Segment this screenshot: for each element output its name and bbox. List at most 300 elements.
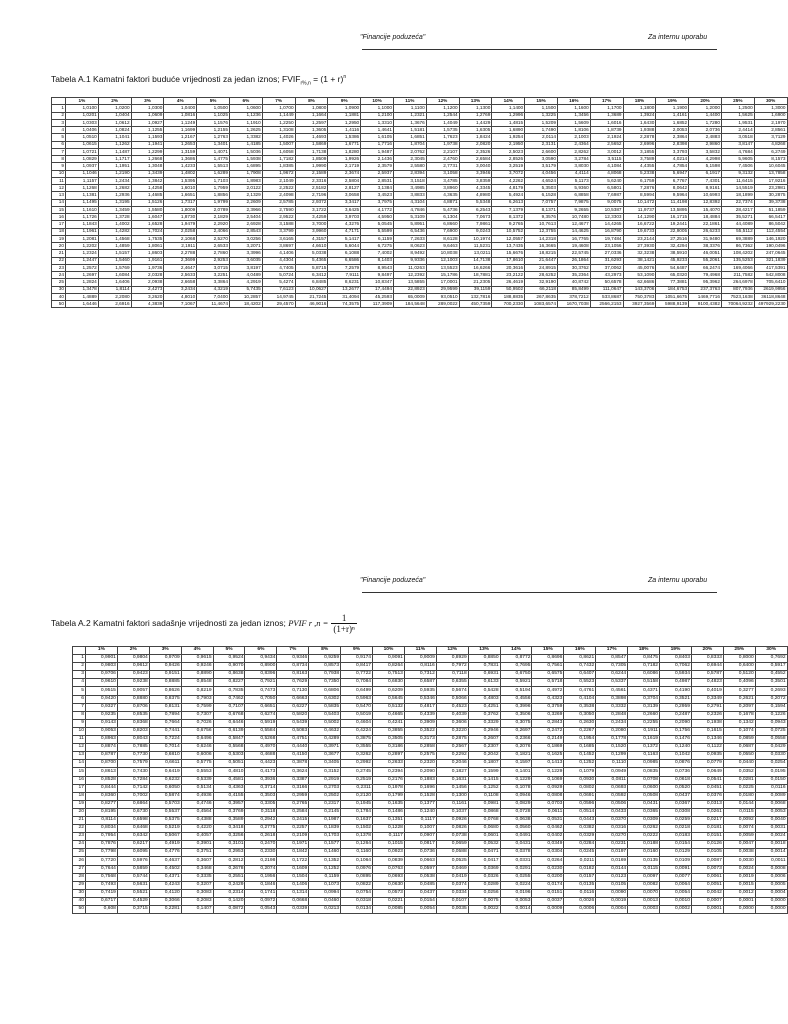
factor-cell: 2,1329 <box>229 192 262 199</box>
factor-cell: 23,2981 <box>754 185 787 192</box>
factor-cell: 0,0859 <box>723 736 755 744</box>
factor-cell: 0,3521 <box>660 695 692 703</box>
factor-cell: 0,0019 <box>596 897 628 905</box>
factor-cell: 0,0318 <box>341 897 373 905</box>
factor-cell: 1,4859 <box>98 243 131 250</box>
factor-cell: 55,2061 <box>689 257 722 264</box>
factor-cell: 0,3589 <box>213 816 245 824</box>
factor-cell: 18,4884 <box>689 214 722 221</box>
factor-cell: 0,5523 <box>564 679 596 687</box>
factor-cell: 0,4761 <box>564 687 596 695</box>
factor-cell: 0,3759 <box>532 703 564 711</box>
factor-cell: 0,0174 <box>532 881 564 889</box>
factor-cell: 2,8531 <box>361 177 394 184</box>
factor-cell: 7,6900 <box>426 228 459 235</box>
period-cell: 18 <box>52 228 66 235</box>
factor-cell: 0,7130 <box>277 687 309 695</box>
factor-cell: 0,0005 <box>755 881 787 889</box>
factor-cell: 3,7589 <box>623 156 656 163</box>
factor-cell: 1,9736 <box>131 264 164 271</box>
factor-cell: 247,0645 <box>754 250 787 257</box>
factor-cell: 0,9235 <box>86 711 118 719</box>
factor-cell: 0,6756 <box>181 727 213 735</box>
factor-cell: 29,4570 <box>262 301 295 308</box>
factor-cell: 2,2920 <box>197 221 230 228</box>
factor-cell: 1,0404 <box>98 112 131 119</box>
factor-cell: 0,9420 <box>86 695 118 703</box>
factor-cell: 0,8706 <box>117 703 149 711</box>
table-row <box>73 719 788 727</box>
table-row <box>73 695 788 703</box>
factor-cell: 1,7490 <box>525 127 558 134</box>
period-cell: 10 <box>73 727 86 735</box>
factor-cell: 0,1528 <box>404 792 436 800</box>
factor-cell: 0,0872 <box>213 906 245 914</box>
factor-cell: 4,2919 <box>229 279 262 286</box>
factor-cell: 66,2474 <box>689 264 722 271</box>
factor-cell: 0,1631 <box>436 776 468 784</box>
factor-cell: 0,6302 <box>309 695 341 703</box>
factor-cell: 0,2307 <box>468 744 500 752</box>
factor-cell: 0,3505 <box>373 736 405 744</box>
factor-cell: 0,4970 <box>245 744 277 752</box>
factor-cell: 1,3689 <box>590 112 623 119</box>
factor-cell: 0,0126 <box>691 841 723 849</box>
factor-cell: 2,7590 <box>262 206 295 213</box>
factor-cell: 21,6447 <box>525 257 558 264</box>
column-header: 30% <box>754 98 787 105</box>
factor-cell: 0,1352 <box>309 857 341 865</box>
factor-cell: 0,0026 <box>564 897 596 905</box>
factor-cell: 0,3957 <box>213 800 245 808</box>
factor-cell: 0,1351 <box>373 816 405 824</box>
factor-cell: 0,6806 <box>309 687 341 695</box>
factor-cell: 0,7312 <box>404 671 436 679</box>
factor-cell: 0,5019 <box>341 711 373 719</box>
factor-cell: 0,1807 <box>468 760 500 768</box>
factor-cell: 0,9346 <box>277 655 309 663</box>
factor-cell: 0,7284 <box>117 776 149 784</box>
factor-cell: 0,5403 <box>309 711 341 719</box>
factor-cell: 0,2149 <box>532 736 564 744</box>
factor-cell: 93,0510 <box>426 293 459 300</box>
factor-cell: 0,1625 <box>532 752 564 760</box>
factor-cell: 1,0500 <box>197 105 230 112</box>
factor-cell: 0,7831 <box>468 663 500 671</box>
factor-cell: 1,8983 <box>229 177 262 184</box>
factor-cell: 0,0018 <box>755 841 787 849</box>
factor-cell: 7,2579 <box>328 264 361 271</box>
factor-cell: 0,5134 <box>181 784 213 792</box>
factor-cell: 3,5832 <box>689 148 722 155</box>
factor-cell: 0,8696 <box>532 655 564 663</box>
factor-cell: 0,0588 <box>436 849 468 857</box>
factor-cell: 0,0038 <box>723 849 755 857</box>
factor-cell: 3,1384 <box>361 185 394 192</box>
factor-cell: 0,0000 <box>723 906 755 914</box>
factor-cell: 2,4066 <box>197 228 230 235</box>
factor-cell: 0,5158 <box>628 679 660 687</box>
factor-cell: 2,6996 <box>623 141 656 148</box>
factor-cell: 3,4523 <box>361 192 394 199</box>
factor-cell: 50,6578 <box>590 279 623 286</box>
factor-cell: 0,0030 <box>723 857 755 865</box>
factor-cell: 1,3456 <box>557 112 590 119</box>
factor-cell: 0,8277 <box>86 800 118 808</box>
factor-cell: 0,1869 <box>532 744 564 752</box>
factor-cell: 12,8392 <box>689 199 722 206</box>
factor-cell: 9,8497 <box>361 272 394 279</box>
table-row <box>73 906 788 914</box>
factor-cell: 0,1978 <box>373 784 405 792</box>
factor-cell: 10,6993 <box>689 192 722 199</box>
table-row <box>73 744 788 752</box>
factor-cell: 0,0313 <box>691 800 723 808</box>
factor-cell: 8,0623 <box>393 243 426 250</box>
column-header: 5% <box>197 98 230 105</box>
factor-cell: 1,5181 <box>393 127 426 134</box>
factor-cell: 0,2042 <box>468 752 500 760</box>
period-cell: 21 <box>52 250 66 257</box>
factor-cell: 1,5209 <box>525 119 558 126</box>
factor-cell: 0,6006 <box>181 752 213 760</box>
factor-cell: 5,1173 <box>557 177 590 184</box>
period-cell: 20 <box>52 243 66 250</box>
factor-cell: 46,0051 <box>689 250 722 257</box>
factor-cell: 1,5157 <box>98 250 131 257</box>
factor-cell: 9,6463 <box>426 243 459 250</box>
table-row <box>73 655 788 663</box>
factor-cell: 0,5674 <box>436 687 468 695</box>
factor-cell: 0,0150 <box>755 776 787 784</box>
factor-cell: 0,0943 <box>755 719 787 727</box>
factor-cell: 0,8444 <box>86 784 118 792</box>
factor-cell: 1,0612 <box>98 119 131 126</box>
factor-cell: 0,0218 <box>660 825 692 833</box>
table-row <box>52 156 788 163</box>
period-cell: 11 <box>73 736 86 744</box>
factor-cell: 0,0009 <box>532 906 564 914</box>
factor-cell: 0,8264 <box>373 663 405 671</box>
factor-cell: 533,8687 <box>590 293 623 300</box>
table-row <box>73 792 788 800</box>
factor-cell: 0,9057 <box>117 687 149 695</box>
factor-cell: 2,3699 <box>164 257 197 264</box>
factor-cell: 0,1784 <box>341 808 373 816</box>
factor-cell: 13,5895 <box>656 206 689 213</box>
factor-cell: 0,9151 <box>149 671 181 679</box>
factor-cell: 0,1346 <box>691 736 723 744</box>
factor-cell: 6,2543 <box>459 206 492 213</box>
factor-cell: 6,1759 <box>623 177 656 184</box>
factor-cell: 2,5633 <box>164 272 197 279</box>
factor-cell: 1,1910 <box>229 119 262 126</box>
factor-cell: 1,0201 <box>66 112 99 119</box>
factor-cell: 3927,3569 <box>623 301 656 308</box>
factor-cell: 0,6086 <box>628 671 660 679</box>
factor-cell: 0,5874 <box>149 792 181 800</box>
factor-cell: 0,0531 <box>532 816 564 824</box>
factor-cell: 2,8262 <box>557 148 590 155</box>
period-cell: 28 <box>73 873 86 881</box>
factor-cell: 0,5820 <box>277 711 309 719</box>
factor-cell: 0,2693 <box>755 687 787 695</box>
factor-cell: 13,2677 <box>328 286 361 293</box>
factor-cell: 1,7280 <box>689 119 722 126</box>
factor-cell: 267,8635 <box>525 293 558 300</box>
factor-cell: 0,0151 <box>691 833 723 841</box>
factor-cell: 0,7441 <box>149 727 181 735</box>
factor-cell: 0,0109 <box>660 857 692 865</box>
factor-cell: 0,2703 <box>309 784 341 792</box>
factor-cell: 2,1719 <box>328 163 361 170</box>
table-row <box>73 849 788 857</box>
factor-cell: 16,8790 <box>590 228 623 235</box>
factor-cell: 497929,2230 <box>754 301 787 308</box>
factor-cell: 0,5631 <box>117 881 149 889</box>
factor-cell: 0,0054 <box>404 906 436 914</box>
column-header: 13% <box>459 98 492 105</box>
factor-cell: 0,0006 <box>564 906 596 914</box>
factor-cell: 0,4190 <box>660 687 692 695</box>
factor-cell: 0,3607 <box>181 857 213 865</box>
factor-cell: 0,0808 <box>532 792 564 800</box>
factor-cell: 0,0708 <box>628 776 660 784</box>
factor-cell: 0,3506 <box>500 711 532 719</box>
factor-cell: 66,5417 <box>754 214 787 221</box>
table-row <box>52 301 788 308</box>
column-header: 2% <box>117 647 149 655</box>
factor-cell: 4,7684 <box>721 148 754 155</box>
column-header: 6% <box>245 647 277 655</box>
factor-cell: 0,0284 <box>564 841 596 849</box>
factor-cell: 2,1911 <box>164 243 197 250</box>
factor-cell: 1,9388 <box>623 127 656 134</box>
factor-cell: 0,2120 <box>341 792 373 800</box>
factor-cell: 0,3996 <box>500 703 532 711</box>
factor-cell: 0,5917 <box>755 663 787 671</box>
factor-cell: 0,4637 <box>149 857 181 865</box>
factor-cell: 0,3522 <box>404 727 436 735</box>
factor-cell: 1,1700 <box>590 105 623 112</box>
factor-cell: 0,2366 <box>500 736 532 744</box>
factor-cell: 0,0082 <box>628 881 660 889</box>
factor-cell: 0,4561 <box>596 687 628 695</box>
factor-cell: 0,2145 <box>309 808 341 816</box>
factor-cell: 0,0011 <box>755 857 787 865</box>
factor-cell: 2,3966 <box>229 206 262 213</box>
factor-cell: 0,3050 <box>564 711 596 719</box>
factor-cell: 0,3875 <box>341 736 373 744</box>
period-cell: 4 <box>52 127 66 134</box>
factor-cell: 0,0334 <box>436 889 468 897</box>
factor-cell: 0,6227 <box>277 703 309 711</box>
factor-cell: 30,3762 <box>557 264 590 271</box>
factor-cell: 0,2074 <box>245 865 277 873</box>
factor-cell: 2,1436 <box>361 156 394 163</box>
factor-cell: 24,8915 <box>525 264 558 271</box>
factor-cell: 3,8030 <box>557 163 590 170</box>
factor-cell: 1,8856 <box>197 192 230 199</box>
factor-cell: 12,1003 <box>426 257 459 264</box>
factor-cell: 14,4625 <box>557 228 590 235</box>
factor-cell: 0,0087 <box>691 857 723 865</box>
factor-cell: 0,1042 <box>660 752 692 760</box>
factor-cell: 32,3238 <box>623 250 656 257</box>
factor-cell: 2,5804 <box>328 177 361 184</box>
factor-cell: 4,0489 <box>229 272 262 279</box>
table-row <box>73 897 788 905</box>
period-cell: 29 <box>73 881 86 889</box>
factor-cell: 0,1252 <box>309 865 341 873</box>
period-cell: 11 <box>52 177 66 184</box>
factor-cell: 0,4523 <box>436 703 468 711</box>
period-cell: 50 <box>73 906 86 914</box>
factor-cell: 2,6600 <box>525 148 558 155</box>
factor-cell: 0,3901 <box>181 841 213 849</box>
factor-cell: 0,2429 <box>213 881 245 889</box>
factor-cell: 143,3706 <box>623 286 656 293</box>
factor-cell: 3,1518 <box>393 177 426 184</box>
period-cell: 8 <box>73 711 86 719</box>
factor-cell: 2,4414 <box>721 127 754 134</box>
factor-cell: 0,1159 <box>309 873 341 881</box>
factor-cell: 1,0100 <box>66 105 99 112</box>
factor-cell: 9,9336 <box>393 257 426 264</box>
factor-cell: 0,9803 <box>86 663 118 671</box>
factor-cell: 0,2875 <box>436 736 468 744</box>
factor-cell: 11,9737 <box>623 206 656 213</box>
factor-cell: 0,6232 <box>149 776 181 784</box>
factor-cell: 70064,9232 <box>721 301 754 308</box>
factor-cell: 1,1593 <box>131 134 164 141</box>
period-cell: 27 <box>73 865 86 873</box>
factor-cell: 4,6610 <box>295 243 328 250</box>
table-row <box>73 768 788 776</box>
factor-cell: 5,4365 <box>295 257 328 264</box>
factor-cell: 5,3503 <box>525 185 558 192</box>
factor-cell: 1,7959 <box>197 185 230 192</box>
factor-cell: 0,5083 <box>277 727 309 735</box>
factor-cell: 9100,4382 <box>689 301 722 308</box>
factor-cell: 0,8874 <box>86 744 118 752</box>
factor-cell: 0,4552 <box>755 671 787 679</box>
factor-cell: 0,2660 <box>628 711 660 719</box>
factor-cell: 22,1861 <box>689 221 722 228</box>
factor-cell: 0,0037 <box>532 897 564 905</box>
factor-cell: 0,6611 <box>149 760 181 768</box>
table-row <box>52 279 788 286</box>
factor-cell: 0,7419 <box>86 889 118 897</box>
factor-cell: 1,2155 <box>197 127 230 134</box>
factor-cell: 2,7731 <box>426 163 459 170</box>
table-row <box>52 177 788 184</box>
factor-cell: 190,0496 <box>754 243 787 250</box>
factor-cell: 0,1160 <box>341 849 373 857</box>
factor-cell: 0,1252 <box>564 760 596 768</box>
factor-cell: 0,7876 <box>86 841 118 849</box>
factor-cell: 542,8008 <box>754 272 787 279</box>
factor-cell: 0,4556 <box>500 695 532 703</box>
factor-cell: 2,3526 <box>459 148 492 155</box>
period-cell: 3 <box>73 671 86 679</box>
factor-cell: 188,8835 <box>492 293 525 300</box>
factor-cell: 0,8900 <box>245 663 277 671</box>
factor-cell: 4,0214 <box>656 156 689 163</box>
factor-cell: 0,0331 <box>500 857 532 865</box>
factor-cell: 13,0211 <box>459 250 492 257</box>
factor-cell: 1,2500 <box>721 105 754 112</box>
factor-cell: 1,4071 <box>197 148 230 155</box>
factor-cell: 1,2167 <box>164 134 197 141</box>
factor-cell: 450,7359 <box>459 301 492 308</box>
factor-cell: 1,5036 <box>229 148 262 155</box>
factor-cell: 0,7644 <box>86 865 118 873</box>
factor-cell: 23,2122 <box>492 272 525 279</box>
factor-cell: 1,9487 <box>361 148 394 155</box>
factor-cell: 0,3704 <box>628 695 660 703</box>
factor-cell: 1,4429 <box>459 119 492 126</box>
factor-cell: 1,2950 <box>328 119 361 126</box>
factor-cell: 0,6575 <box>532 671 564 679</box>
factor-cell: 0,8375 <box>149 695 181 703</box>
factor-cell: 0,6598 <box>117 816 149 824</box>
factor-cell: 0,1407 <box>181 906 213 914</box>
factor-cell: 0,0329 <box>564 833 596 841</box>
factor-cell: 0,1839 <box>309 825 341 833</box>
factor-cell: 0,3269 <box>532 711 564 719</box>
factor-cell: 0,0352 <box>723 768 755 776</box>
factor-cell: 0,0378 <box>500 849 532 857</box>
factor-cell: 4,3276 <box>328 221 361 228</box>
factor-cell: 0,0525 <box>436 857 468 865</box>
factor-cell: 0,2198 <box>245 857 277 865</box>
factor-cell: 1,4049 <box>426 119 459 126</box>
factor-cell: 39,3738 <box>754 199 787 206</box>
table-a1-header-row <box>52 98 788 105</box>
factor-cell: 0,2551 <box>213 873 245 881</box>
factor-cell: 0,2487 <box>660 711 692 719</box>
factor-cell: 1,1951 <box>98 163 131 170</box>
factor-cell: 807,7936 <box>721 286 754 293</box>
factor-cell: 6,1528 <box>525 192 558 199</box>
factor-cell: 0,8885 <box>149 679 181 687</box>
factor-cell: 18,7881 <box>459 272 492 279</box>
table-row <box>73 760 788 768</box>
factor-cell: 2,8394 <box>393 170 426 177</box>
factor-cell: 0,0169 <box>596 857 628 865</box>
factor-cell: 1,5513 <box>197 163 230 170</box>
factor-cell: 1,4161 <box>656 112 689 119</box>
factor-cell: 16,6722 <box>623 221 656 228</box>
factor-cell: 0,0188 <box>628 841 660 849</box>
factor-cell: 0,4096 <box>723 679 755 687</box>
table-row <box>73 727 788 735</box>
factor-cell: 2,5182 <box>295 185 328 192</box>
factor-cell: 32,9190 <box>525 279 558 286</box>
factor-cell: 0,0001 <box>723 897 755 905</box>
factor-cell: 0,3762 <box>468 711 500 719</box>
factor-cell: 0,5919 <box>245 719 277 727</box>
factor-cell: 0,0000 <box>755 897 787 905</box>
factor-cell: 184,5648 <box>393 301 426 308</box>
factor-cell: 0,0013 <box>628 897 660 905</box>
factor-cell: 0,2090 <box>660 719 692 727</box>
factor-cell: 0,1015 <box>373 841 405 849</box>
period-cell: 2 <box>52 112 66 119</box>
factor-cell: 0,8403 <box>660 655 692 663</box>
column-header: 25% <box>721 98 754 105</box>
